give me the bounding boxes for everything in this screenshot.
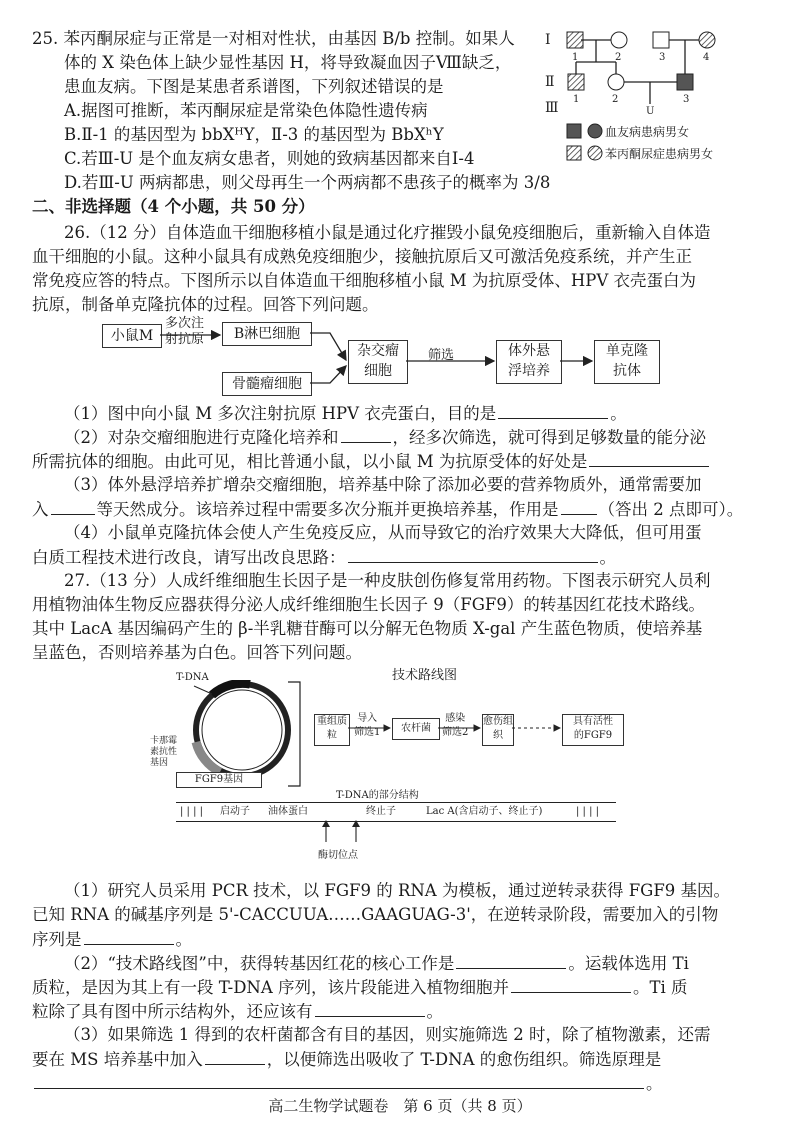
pedigree-ii1-male-pku <box>568 74 584 90</box>
pedigree-num-ii3: 3 <box>683 94 690 105</box>
pedigree-i4-female-pku <box>699 32 715 48</box>
legend-hemophilia-female <box>588 124 602 138</box>
q26-question-1: （1）图中向小鼠 M 多次注射抗原 HPV 衣壳蛋白，目的是 。 <box>64 404 627 423</box>
plasmid-kan-2: 素抗性 <box>150 747 178 757</box>
q27-question-1-cont: 已知 RNA 的碱基序列是 5'-CACCUUA……GAAGUAG-3'，在逆转录阶段，需要加入的引物 <box>32 905 719 924</box>
flow-myeloma: 骨髓瘤细胞 <box>222 372 312 396</box>
pedigree-ii3-male-hemophilia <box>677 74 693 90</box>
q26-q2-blank-2[interactable] <box>589 450 709 467</box>
pedigree-chart <box>545 26 785 176</box>
q27-intro-4: 呈蓝色，否则培养基为白色。回答下列问题。 <box>32 643 362 662</box>
tdna-structure-title: T-DNA的部分结构 <box>336 790 419 801</box>
q27-q1-text-c: 序列是 <box>32 930 82 949</box>
q26-q2-text-b: ，经多次筛选，就可得到足够数量的能分泌 <box>392 428 706 447</box>
route-callus: 愈伤组织 <box>482 714 514 746</box>
legend-pku-male <box>567 146 581 160</box>
q26-q1-text: （1）图中向小鼠 M 多次注射抗原 HPV 衣壳蛋白，目的是 <box>64 404 497 423</box>
gen-label-2: Ⅱ <box>545 74 555 90</box>
flow-arrows <box>0 310 800 410</box>
q26-q4-text-b: 白质工程技术进行改良，请写出改良思路： <box>32 548 346 567</box>
cut-site-arrows <box>316 820 376 844</box>
q27-intro-1: 27.（13 分）人成纤维细胞生长因子是一种皮肤创伤修复常用药物。下图表示研究人员利 <box>64 571 711 590</box>
q27-intro-2: 用植物油体生物反应器获得分泌人成纤维细胞生长因子 9（FGF9）的转基因红花技术路线。 <box>32 595 705 614</box>
q27-q2-text-a: （2）“技术路线图”中，获得转基因红花的核心工作是 <box>64 954 455 973</box>
tdna-terminator: 终止子 <box>366 806 396 817</box>
legend-hemophilia-male <box>567 124 581 138</box>
q27-q1-blank[interactable] <box>84 928 174 945</box>
flow-inject-label-2: 射抗原 <box>165 332 205 347</box>
flow-hybridoma-2: 细胞 <box>364 363 392 379</box>
route-recombinant-plasmid: 重组质粒 <box>314 714 350 746</box>
plasmid-kan-3: 基因 <box>150 758 169 768</box>
q26-q2-text-c: 所需抗体的细胞。由此可见，相比普通小鼠，以小鼠 M 为抗原受体的好处是 <box>32 452 588 471</box>
q26-intro-1: 26.（12 分）自体造血干细胞移植小鼠是通过化疗摧毁小鼠免疫细胞后，重新输入自体造 <box>64 223 711 242</box>
legend-pku-female <box>588 146 602 160</box>
pedigree-num-ii1: 1 <box>573 94 580 105</box>
q27-q3-blank-2[interactable] <box>34 1072 644 1089</box>
pedigree-num-iiiu: U <box>646 106 655 117</box>
tdna-oil-body-protein: 油体蛋白 <box>268 806 308 817</box>
flow-culture-2: 浮培养 <box>508 363 550 379</box>
legend-pku-label: 苯丙酮尿症患病男女 <box>605 147 714 161</box>
flow-hybridoma-1: 杂交瘤 <box>357 343 399 359</box>
q26-q2-text-a: （2）对杂交瘤细胞进行克隆化培养和 <box>64 428 339 447</box>
legend-hemophilia-label: 血友病患病男女 <box>605 125 690 139</box>
flow-inject-label-1: 多次注 <box>165 316 205 331</box>
q26-question-3-cont <box>32 498 743 521</box>
route-agrobacterium: 农杆菌 <box>392 718 440 740</box>
tdna-laca: Lac A(含启动子、终止子) <box>426 806 543 817</box>
q27-q3-text-b: 要在 MS 培养基中加入 <box>32 1050 203 1069</box>
q26-q3-text-c: 等天然成分。该培养过程中需要多次分瓶并更换培养基，作用是 <box>96 500 559 519</box>
flow-culture-1: 体外悬 <box>508 343 550 359</box>
route-active-fgf9-a: 具有活性 <box>573 716 613 727</box>
q27-q2-text-c: 质粒，是因为其上有一段 T-DNA 序列，该片段能进入植物细胞并 <box>32 978 510 997</box>
q25-line-1: 25. 苯丙酮尿症与正常是一对相对性状，由基因 B/b 控制。如果人 <box>32 29 515 48</box>
plasmid-kan-1: 卡那霉 <box>150 736 178 746</box>
q26-q3-blank-2[interactable] <box>561 498 597 515</box>
diagram-title: 技术路线图 <box>392 668 458 683</box>
pedigree-num-i4: 4 <box>703 52 710 63</box>
q26-question-4-cont: 白质工程技术进行改良，请写出改良思路： 。 <box>32 548 616 567</box>
flow-screen-label: 筛选 <box>428 348 455 363</box>
q26-question-2 <box>64 426 706 449</box>
tdna-ticks-right: | | | | <box>576 806 600 817</box>
fgf9-gene-box: FGF9基因 <box>176 772 262 788</box>
gen-label-1: Ⅰ <box>545 32 551 48</box>
tdna-label: T-DNA <box>176 672 209 683</box>
q27-q2-blank-1[interactable] <box>456 952 566 969</box>
q27-q2-text-b: 。运载体选用 Ti <box>568 954 689 973</box>
q27-q2-text-e: 粒除了具有图中所示结构外，还应该有 <box>32 1002 313 1021</box>
q25-option-c: C.若Ⅲ-U 是个血友病女患者，则她的致病基因都来自Ⅰ-4 <box>64 149 475 168</box>
q27-question-2 <box>64 952 689 975</box>
pedigree-num-i2: 2 <box>615 52 622 63</box>
route-arrows <box>0 710 800 750</box>
q26-q3-blank-1[interactable] <box>51 498 95 515</box>
q26-q4-blank[interactable] <box>348 546 598 563</box>
q27-question-3-end: 。 <box>32 1072 663 1095</box>
route-arrow-2-a: 感染 <box>445 713 466 724</box>
route-arrow-1-a: 导入 <box>357 713 378 724</box>
q27-q2-blank-3[interactable] <box>315 1000 425 1017</box>
q27-question-2-end: 粒除了具有图中所示结构外，还应该有 。 <box>32 1002 443 1021</box>
pedigree-num-i1: 1 <box>572 52 579 63</box>
pedigree-i1-male-pku <box>567 32 583 48</box>
pedigree-num-ii2: 2 <box>612 94 619 105</box>
pedigree-ii2-female <box>608 74 624 90</box>
flow-antibody-1: 单克隆 <box>606 343 648 359</box>
flow-mouse-m: 小鼠M <box>102 324 162 348</box>
q27-q2-blank-2[interactable] <box>511 976 631 993</box>
q26-question-2-cont <box>32 450 711 473</box>
pedigree-i2-female <box>611 32 627 48</box>
section-2-heading: 二、非选择题（4 个小题，共 50 分） <box>32 197 315 216</box>
q26-question-4: （4）小鼠单克隆抗体会使人产生免疫反应，从而导致它的治疗效果大大降低，但可用蛋 <box>64 523 702 542</box>
route-arrow-2-b: 筛选2 <box>442 727 469 738</box>
q26-q3-text-b: 入 <box>32 500 49 519</box>
q26-intro-4: 抗原，制备单克隆抗体的过程。回答下列问题。 <box>32 295 379 314</box>
q27-question-3-cont <box>32 1048 661 1071</box>
q25-option-a: A.据图可推断，苯丙酮尿症是常染色体隐性遗传病 <box>64 101 428 120</box>
q27-q3-blank-1[interactable] <box>205 1048 265 1065</box>
pedigree-i3-male <box>653 32 669 48</box>
q27-question-1-end: 序列是 。 <box>32 930 192 949</box>
q26-intro-3: 常免疫应答的特点。下图所示以自体造血干细胞移植小鼠 M 为抗原受体、HPV 衣壳蛋白为 <box>32 271 697 290</box>
q26-q3-text-d: （答出 2 点即可）。 <box>598 500 744 519</box>
q25-line-2: 体的 X 染色体上缺少显性基因 H，将导致凝血因子Ⅷ缺乏， <box>64 53 512 72</box>
q26-q2-blank-1[interactable] <box>341 426 391 443</box>
q27-intro-3: 其中 LacA 基因编码产生的 β-半乳糖苷酶可以分解无色物质 X-gal 产生蓝色物质，使培养基 <box>32 619 703 638</box>
q26-intro-2: 血干细胞的小鼠。这种小鼠具有成熟免疫细胞少，接触抗原后又可激活免疫系统，并产生正 <box>32 247 692 266</box>
q25-option-b: B.Ⅱ-1 的基因型为 bbXᴴY，Ⅱ-3 的基因型为 BbXʰY <box>64 125 444 144</box>
q26-q1-blank[interactable] <box>498 402 608 419</box>
tdna-ticks-left: | | | | <box>180 806 204 817</box>
route-arrow-1-b: 筛选1 <box>354 727 381 738</box>
q27-q2-text-d: 。Ti 质 <box>633 978 688 997</box>
flow-b-lymphocyte: B淋巴细胞 <box>222 322 312 346</box>
q27-question-3: （3）如果筛选 1 得到的农杆菌都含有目的基因，则实施筛选 2 时，除了植物激素，还需 <box>64 1025 711 1044</box>
q25-option-d: D.若Ⅲ-U 两病都患，则父母再生一个两病都不患孩子的概率为 3/8 <box>64 173 551 192</box>
flow-antibody-2: 抗体 <box>613 363 641 379</box>
pedigree-num-i3: 3 <box>659 52 666 63</box>
page-footer: 高二生物学试题卷 第 6 页（共 8 页） <box>268 1097 532 1115</box>
q27-question-2-cont <box>32 976 688 999</box>
q27-question-1: （1）研究人员采用 PCR 技术，以 FGF9 的 RNA 为模板，通过逆转录获得 FGF9 基因。 <box>64 881 731 900</box>
q26-question-3: （3）体外悬浮培养扩增杂交瘤细胞，培养基中除了添加必要的营养物质外，通常需要加 <box>64 475 702 494</box>
tdna-promoter: 启动子 <box>220 806 250 817</box>
route-active-fgf9-b: 的FGF9 <box>573 730 613 741</box>
q25-line-3: 患血友病。下图是某患者系谱图，下列叙述错误的是 <box>64 77 444 96</box>
tdna-structure-bar <box>176 802 616 822</box>
q27-q3-text-c: ，以便筛选出吸收了 T-DNA 的愈伤组织。筛选原理是 <box>266 1050 662 1069</box>
cut-site-label: 酶切位点 <box>318 850 358 861</box>
gen-label-3: Ⅲ <box>545 100 559 116</box>
